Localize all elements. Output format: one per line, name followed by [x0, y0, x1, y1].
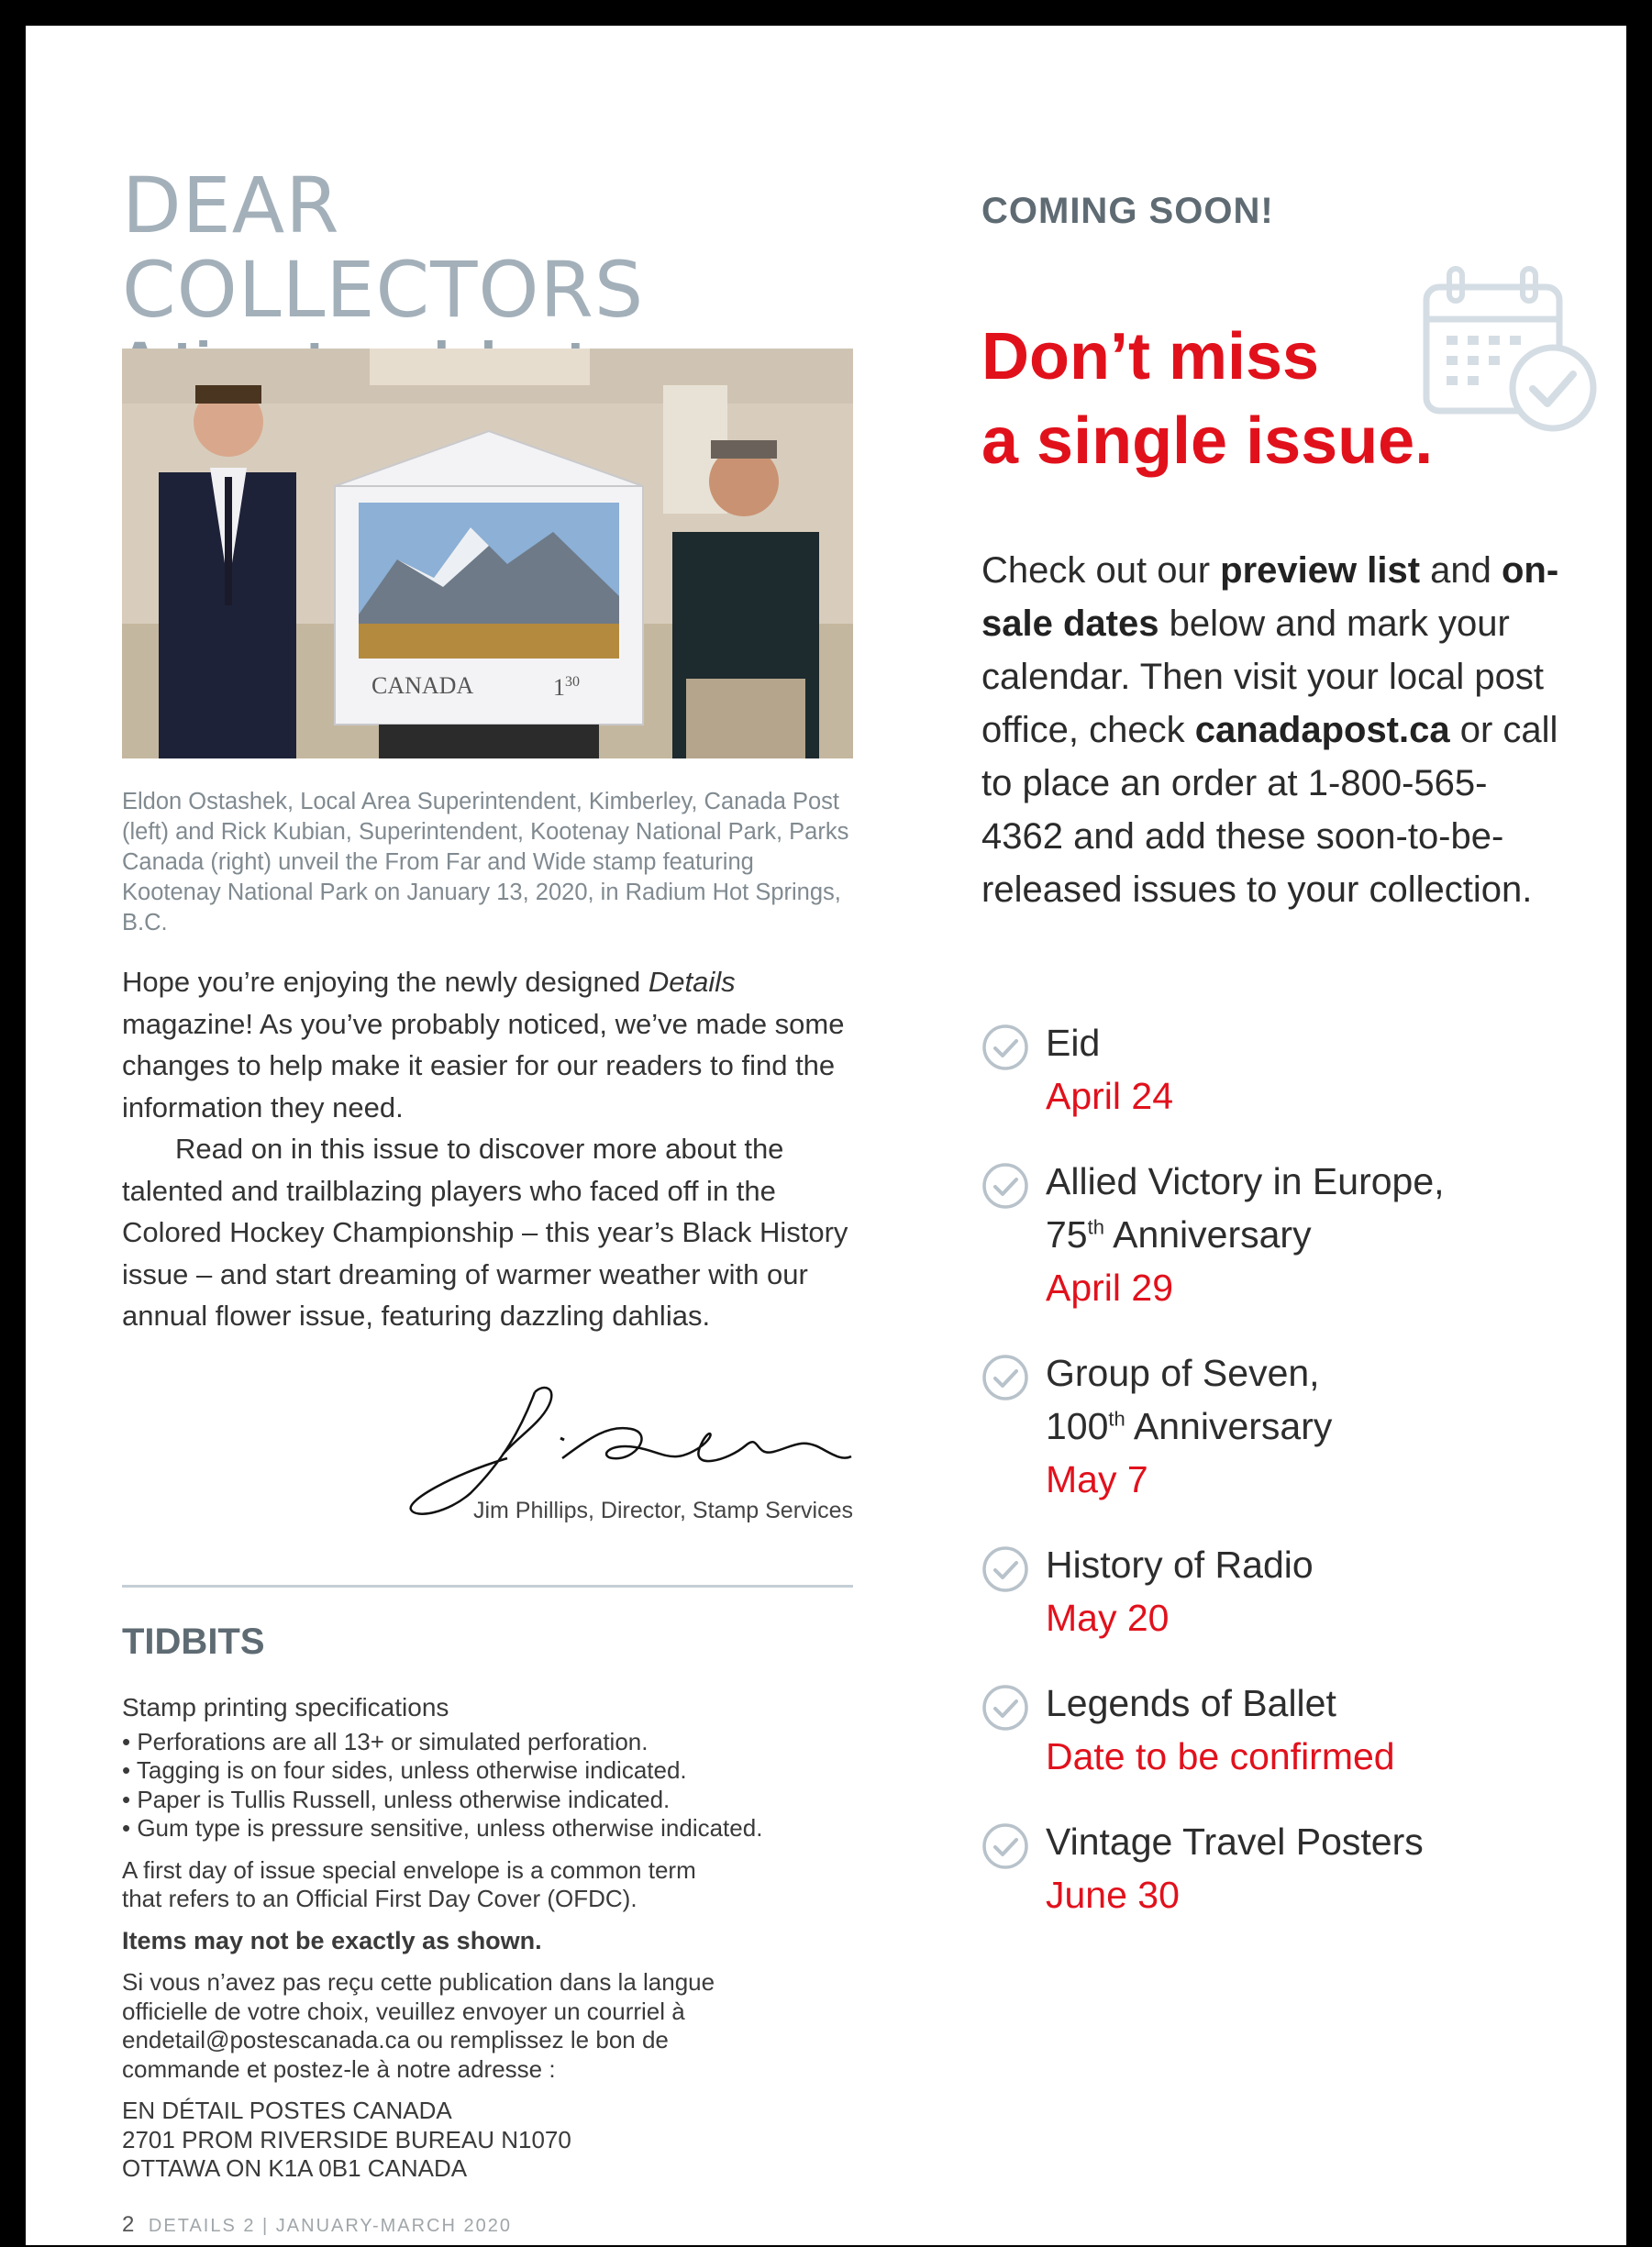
mailing-address: EN DÉTAIL POSTES CANADA 2701 PROM RIVERSIDE BUREAU N1070 OTTAWA ON K1A 0B1 CANADA [122, 2097, 571, 2182]
signature-name: Jim Phillips, Director, Stamp Services [472, 1498, 853, 1523]
scan-border [1626, 0, 1652, 2247]
issue-date: April 29 [1046, 1267, 1174, 1309]
issue-date: May 20 [1046, 1597, 1170, 1639]
issue-name: History of Radio [1046, 1544, 1314, 1586]
issue-name-line2: 100th Anniversary [1046, 1405, 1333, 1447]
magazine-name: Details [648, 966, 736, 998]
spec-list [122, 1728, 853, 1843]
spec-item: • Tagging is on four sides, unless otherwise indicated. [122, 1756, 853, 1786]
spec-title: Stamp printing specifications [122, 1693, 449, 1721]
headline: Don’t miss a single issue. [981, 320, 1434, 478]
preview-list-emphasis: preview list [1220, 550, 1421, 591]
issue-item [981, 1346, 1605, 1506]
issue-name: Group of Seven, [1046, 1352, 1320, 1394]
stamp-country-text: CANADA [371, 672, 474, 699]
issue-name-line2: 75th Anniversary [1046, 1213, 1312, 1256]
ofdc-note: A first day of issue special envelope is a common term that refers to an Official First Day Cover (OFDC). [122, 1855, 696, 1912]
check-circle-icon [981, 1162, 1029, 1210]
on-sale-dates-emphasis: on-sale dates [981, 550, 1559, 644]
unveiling-photo [122, 349, 853, 758]
intro-text: Check out our preview list and on-sale dates below and mark your calendar. Then visit your local post office, check canadapost.ca or call to place an order at 1-800-565-4362 and add these soon-to-be-released issues to your collection. [981, 550, 1559, 910]
issue-date: April 24 [1046, 1075, 1174, 1117]
spec-item: • Paper is Tullis Russell, unless otherwise indicated. [122, 1786, 853, 1815]
footer-text: DETAILS 2 | JANUARY-MARCH 2020 [148, 2216, 512, 2236]
check-circle-icon [981, 1024, 1029, 1071]
issue-item [981, 1016, 1605, 1123]
page-number: 2 [122, 2212, 135, 2237]
issue-date: June 30 [1046, 1874, 1180, 1916]
issue-date: May 7 [1046, 1458, 1148, 1500]
issue-name: Allied Victory in Europe, [1046, 1160, 1445, 1202]
issue-name: Legends of Ballet [1046, 1682, 1336, 1724]
issue-name: Eid [1046, 1022, 1101, 1064]
check-circle-icon [981, 1684, 1029, 1732]
coming-soon-heading: COMING SOON! [981, 191, 1274, 231]
issue-date: Date to be confirmed [1046, 1735, 1395, 1777]
section-divider [122, 1585, 853, 1588]
editorial-paragraph-1: Hope you’re enjoying the newly designed Details magazine! As you’ve probably noticed, we’ve made some changes to help make it easier for our readers to find the information they need. [122, 966, 845, 1124]
tidbits-section [122, 1693, 853, 2197]
issue-name: Vintage Travel Posters [1046, 1821, 1424, 1863]
spec-item: • Perforations are all 13+ or simulated perforation. [122, 1728, 853, 1757]
stamp-value-sup: 30 [565, 674, 580, 690]
page-footer [122, 2212, 512, 2238]
issue-item [981, 1155, 1605, 1314]
check-circle-icon [981, 1354, 1029, 1401]
issue-item [981, 1677, 1605, 1783]
left-column [122, 160, 853, 2182]
editorial-body [122, 961, 853, 1337]
issue-item [981, 1538, 1605, 1644]
tidbits-heading: TIDBITS [122, 1622, 265, 1662]
spec-item: • Gum type is pressure sensitive, unless otherwise indicated. [122, 1814, 853, 1843]
check-circle-icon [981, 1545, 1029, 1593]
page-title: DEAR COLLECTORS [122, 160, 645, 335]
magazine-page [26, 26, 1626, 2245]
check-circle-icon [981, 1822, 1029, 1870]
photo-caption: Eldon Ostashek, Local Area Superintendent, Kimberley, Canada Post (left) and Rick Kubian, Superintendent, Kootenay National Park, Parks Canada (right) unveil the From Far and Wide stamp featuring Kootenay National Park on January 13, 2020, in Radium Hot Springs, B.C. [122, 789, 849, 935]
french-note: Si vous n’avez pas reçu cette publication dans la langue officielle de votre choix, veuillez envoyer un courriel à endetail@postescanada.ca ou remplissez le bon de commande et postez-le à notre adresse : [122, 1968, 715, 2083]
website-emphasis: canadapost.ca [1194, 710, 1450, 750]
editorial-paragraph-2: Read on in this issue to discover more about the talented and trailblazing players who faced off in the Colored Hockey Championship – this year’s Black History issue – and start dreaming of warmer weather with our annual flower issue, featuring dazzling dahlias. [122, 1133, 848, 1332]
upcoming-issues-list [981, 1016, 1605, 1921]
disclaimer: Items may not be exactly as shown. [122, 1926, 542, 1954]
issue-item [981, 1815, 1605, 1921]
stamp-value-text: 1 [553, 674, 565, 701]
